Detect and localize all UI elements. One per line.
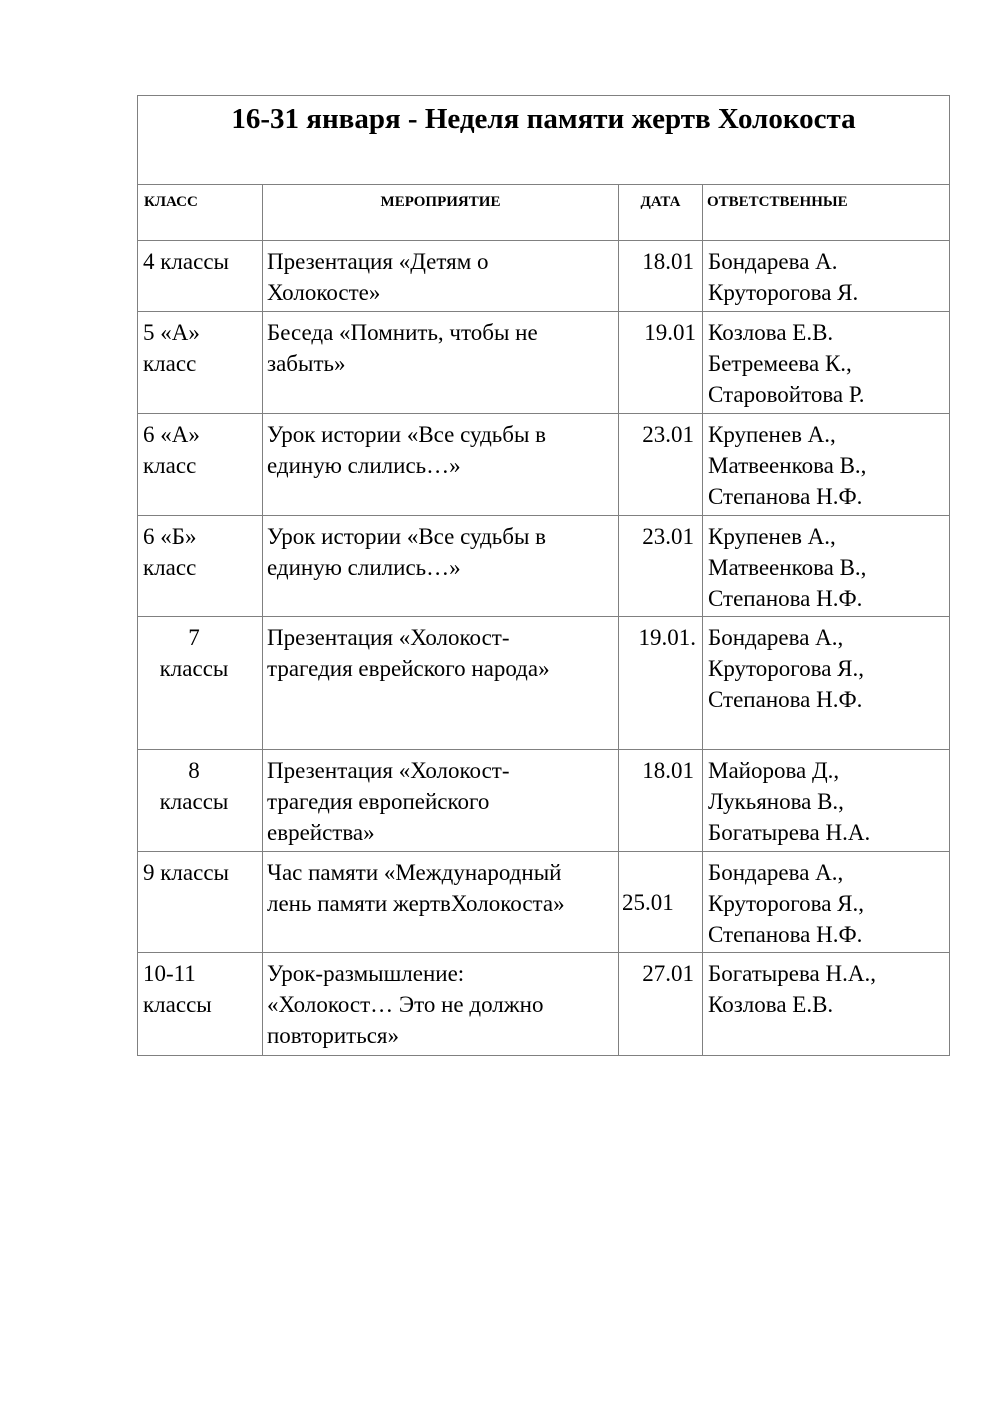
class-cell [138, 414, 263, 516]
event-cell [263, 241, 619, 312]
table-row [138, 312, 950, 414]
event-line: единую слились…» [267, 555, 461, 580]
event-line: Презентация «Холокост- [267, 625, 510, 650]
responsible-line: Бондарева А. [708, 249, 838, 274]
schedule-table [137, 95, 950, 1056]
responsible-line: Крупенев А., [708, 422, 836, 447]
class-line: класс [143, 453, 197, 478]
event-line: Презентация «Детям о [267, 249, 489, 274]
responsible-line: Бондарева А., [708, 860, 844, 885]
event-cell [263, 312, 619, 414]
responsible-cell [703, 852, 950, 953]
page-title: 16-31 января - Неделя памяти жертв Холокоста [231, 103, 856, 135]
event-line: забыть» [267, 351, 346, 376]
responsible-line: Бетремеева К., [708, 351, 852, 376]
class-line: класс [143, 351, 197, 376]
header-responsible [703, 185, 950, 241]
responsible-cell [703, 241, 950, 312]
event-line: трагедия еврейского народа» [267, 656, 550, 681]
date-value: 19.01 [644, 320, 696, 345]
event-cell [263, 953, 619, 1056]
event-line: Урок-размышление: [267, 961, 465, 986]
class-line: 5 «А» [143, 320, 200, 345]
responsible-cell [703, 414, 950, 516]
event-line: Урок истории «Все судьбы в [267, 524, 547, 549]
responsible-line: Матвеенкова В., [708, 453, 867, 478]
event-cell [263, 852, 619, 953]
date-value: 19.01. [638, 625, 696, 650]
event-cell [263, 414, 619, 516]
date-cell [619, 241, 703, 312]
class-cell [138, 516, 263, 617]
header-event [263, 185, 619, 241]
class-line: 9 классы [143, 860, 229, 885]
date-value: 23.01 [642, 524, 694, 549]
date-value: 25.01 [622, 889, 674, 915]
responsible-cell [703, 750, 950, 852]
class-line: 10-11 [143, 961, 196, 986]
responsible-line: Козлова Е.В. [708, 320, 834, 345]
responsible-line: Крупенев А., [708, 524, 836, 549]
event-line: Час памяти «Международный [267, 860, 562, 885]
responsible-cell [703, 953, 950, 1056]
class-line: 4 классы [143, 249, 229, 274]
header-date-label: ДАТА [640, 194, 681, 210]
responsible-line: Круторогова Я. [708, 280, 859, 305]
responsible-line: Степанова Н.Ф. [708, 687, 863, 712]
class-line: классы [159, 656, 229, 681]
header-date [619, 185, 703, 241]
date-value: 23.01 [642, 422, 694, 447]
table-row [138, 516, 950, 617]
table-row [138, 953, 950, 1056]
responsible-line: Круторогова Я., [708, 656, 865, 681]
class-line: 6 «А» [143, 422, 200, 447]
event-line: еврейства» [267, 820, 375, 845]
class-line: класс [143, 555, 197, 580]
event-line: Урок истории «Все судьбы в [267, 422, 547, 447]
table-row [138, 241, 950, 312]
date-cell [619, 516, 703, 617]
event-cell [263, 617, 619, 750]
header-event-label: МЕРОПРИЯТИЕ [380, 194, 501, 210]
header-responsible-label: ОТВЕТСТВЕННЫЕ [707, 194, 848, 210]
schedule-sheet [137, 95, 949, 1056]
event-cell [263, 750, 619, 852]
class-cell [138, 852, 263, 953]
class-line: 8 [188, 758, 200, 783]
class-cell [138, 617, 263, 750]
header-row [138, 185, 950, 241]
class-line: 7 [188, 625, 200, 650]
table-row [138, 617, 950, 750]
date-cell [619, 953, 703, 1056]
responsible-cell [703, 617, 950, 750]
date-value: 18.01 [642, 249, 694, 274]
date-cell [619, 852, 703, 953]
class-cell [138, 241, 263, 312]
responsible-line: Богатырева Н.А., [708, 961, 876, 986]
class-line: классы [143, 992, 212, 1017]
responsible-line: Лукьянова В., [708, 789, 844, 814]
responsible-line: Степанова Н.Ф. [708, 586, 863, 611]
class-line: 6 «Б» [143, 524, 197, 549]
class-cell [138, 953, 263, 1056]
event-line: единую слились…» [267, 453, 461, 478]
event-line: повториться» [267, 1023, 399, 1048]
event-line: «Холокост… Это не должно [267, 992, 544, 1017]
responsible-line: Богатырева Н.А. [708, 820, 871, 845]
title-row [138, 96, 950, 185]
date-cell [619, 312, 703, 414]
responsible-line: Матвеенкова В., [708, 555, 867, 580]
responsible-line: Козлова Е.В. [708, 992, 834, 1017]
date-value: 18.01 [642, 758, 694, 783]
responsible-line: Степанова Н.Ф. [708, 484, 863, 509]
responsible-line: Майорова Д., [708, 758, 840, 783]
class-cell [138, 750, 263, 852]
date-cell [619, 750, 703, 852]
responsible-line: Степанова Н.Ф. [708, 922, 863, 947]
date-cell [619, 617, 703, 750]
responsible-line: Старовойтова Р. [708, 382, 865, 407]
class-cell [138, 312, 263, 414]
class-line: классы [159, 789, 229, 814]
responsible-cell [703, 516, 950, 617]
date-cell [619, 414, 703, 516]
event-line: трагедия европейского [267, 789, 490, 814]
event-line: Холокосте» [267, 280, 381, 305]
date-value: 27.01 [642, 961, 694, 986]
responsible-cell [703, 312, 950, 414]
event-line: Презентация «Холокост- [267, 758, 510, 783]
event-line: Беседа «Помнить, чтобы не [267, 320, 538, 345]
event-line: лень памяти жертвХолокоста» [267, 891, 565, 916]
title-cell [138, 96, 950, 185]
table-row [138, 852, 950, 953]
responsible-line: Круторогова Я., [708, 891, 865, 916]
header-class-label: КЛАСС [144, 194, 198, 210]
responsible-line: Бондарева А., [708, 625, 844, 650]
table-row [138, 414, 950, 516]
table-row [138, 750, 950, 852]
header-class [138, 185, 263, 241]
event-cell [263, 516, 619, 617]
